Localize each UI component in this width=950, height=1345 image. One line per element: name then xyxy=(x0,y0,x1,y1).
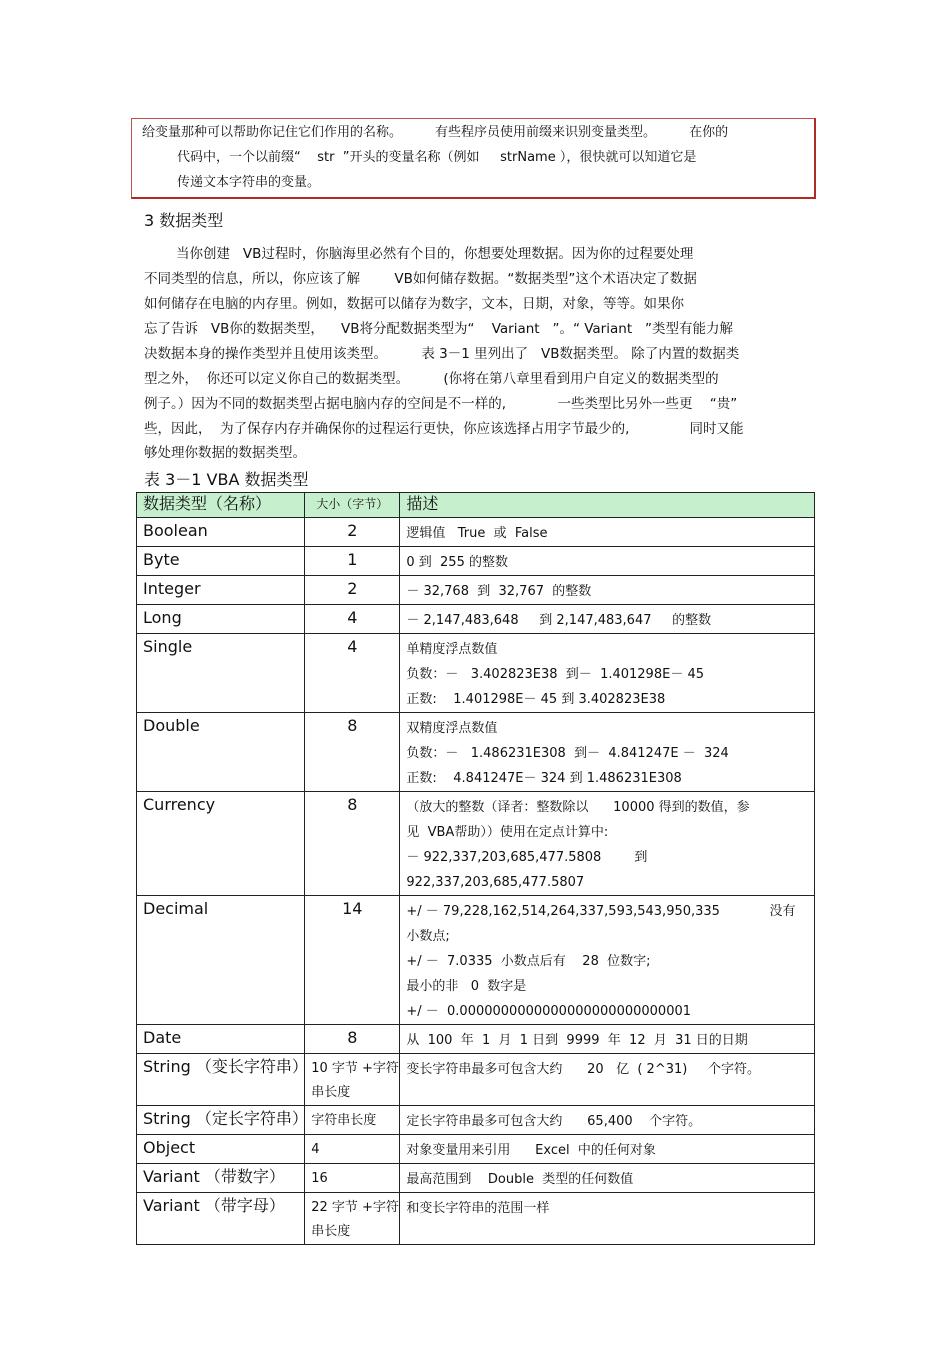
type-name-cell: String （定长字符串） xyxy=(137,1106,305,1135)
type-description-cell xyxy=(400,1135,815,1164)
description-line: － 2,147,483,648 到 2,147,483,647 的整数 xyxy=(406,613,712,628)
table-row xyxy=(137,576,815,605)
type-description-cell xyxy=(400,713,815,792)
data-types-table xyxy=(136,492,815,1245)
type-name-cell: Single xyxy=(137,634,305,713)
type-size-cell: 字符串长度 xyxy=(305,1106,400,1135)
paragraph-line: 例子。）因为不同的数据类型占据电脑内存的空间是不一样的, 一些类型比另外一些更 “贵” xyxy=(144,396,738,412)
description-line: 和变长字符串的范围一样 xyxy=(406,1201,550,1216)
paragraph-line: 如何储存在电脑的内存里。例如，数据可以储存为数字，文本，日期，对象，等等。如果你 xyxy=(144,296,684,312)
table-row xyxy=(137,1054,815,1106)
table-row xyxy=(137,713,815,792)
description-line: 0 到 255 的整数 xyxy=(406,555,508,570)
type-description-cell xyxy=(400,634,815,713)
type-description-cell xyxy=(400,1164,815,1193)
table-row xyxy=(137,518,815,547)
tip-line-3: 传递文本字符串的变量。 xyxy=(177,175,321,190)
type-name-cell: Variant （带数字） xyxy=(137,1164,305,1193)
type-name-cell: Byte xyxy=(137,547,305,576)
type-name-cell: Integer xyxy=(137,576,305,605)
description-line: 最高范围到 Double 类型的任何数值 xyxy=(406,1172,634,1187)
table-caption: 表 3－1 VBA 数据类型 xyxy=(144,470,309,489)
type-description-cell xyxy=(400,1106,815,1135)
table-row xyxy=(137,896,815,1025)
tip-box xyxy=(131,118,816,199)
description-line: 逻辑值 True 或 False xyxy=(406,526,548,541)
table-row xyxy=(137,547,815,576)
type-size-cell: 8 xyxy=(305,792,400,896)
type-size-cell: 1 xyxy=(305,547,400,576)
section-heading: 3 数据类型 xyxy=(144,211,224,230)
type-description-cell xyxy=(400,1054,815,1106)
header-size: 大小（字节） xyxy=(305,493,400,518)
table-row xyxy=(137,1135,815,1164)
description-line: +/ － 7.0335 小数点后有 28 位数字; xyxy=(406,954,651,969)
type-size-cell: 14 xyxy=(305,896,400,1025)
description-line: 小数点; xyxy=(406,929,450,944)
type-size-cell: 8 xyxy=(305,713,400,792)
tip-line-2: 代码中，一个以前缀“ str ”开头的变量名称（例如 strName ），很快就可以知道它是 xyxy=(177,150,697,165)
description-line: （放大的整数（译者：整数除以 10000 得到的数值，参 xyxy=(406,800,750,815)
type-name-cell: Boolean xyxy=(137,518,305,547)
description-line: 正数: 1.401298E－ 45 到 3.402823E38 xyxy=(406,692,666,707)
type-description-cell xyxy=(400,1025,815,1054)
table-header-row xyxy=(137,493,815,518)
description-line: 从 100 年 1 月 1 日到 9999 年 12 月 31 日的日期 xyxy=(406,1033,748,1048)
type-name-cell: String （变长字符串） xyxy=(137,1054,305,1106)
description-line: － 32,768 到 32,767 的整数 xyxy=(406,584,592,599)
type-description-cell xyxy=(400,547,815,576)
paragraph-line: 不同类型的信息，所以，你应该了解 VB如何储存数据。“数据类型”这个术语决定了数据 xyxy=(144,271,697,287)
type-size-cell: 4 xyxy=(305,1135,400,1164)
description-line: +/ － 0.0000000000000000000000000001 xyxy=(406,1004,692,1019)
description-line: 正数: 4.841247E－ 324 到 1.486231E308 xyxy=(406,771,682,786)
table-row xyxy=(137,792,815,896)
type-description-cell xyxy=(400,896,815,1025)
description-line: 负数：－ 1.486231E308 到－ 4.841247E － 324 xyxy=(406,746,729,761)
type-name-cell: Decimal xyxy=(137,896,305,1025)
header-description: 描述 xyxy=(400,493,815,518)
paragraph-line: 型之外， 你还可以定义你自己的数据类型。 (你将在第八章里看到用户自定义的数据类型的 xyxy=(144,371,719,387)
description-line: 变长字符串最多可包含大约 20 亿 ( 2^31) 个字符。 xyxy=(406,1062,761,1077)
type-name-cell: Date xyxy=(137,1025,305,1054)
description-line: 922,337,203,685,477.5807 xyxy=(406,875,585,890)
table-row xyxy=(137,1025,815,1054)
paragraph-line: 些，因此， 为了保存内存并确保你的过程运行更快，你应该选择占用字节最少的, 同时又能 xyxy=(144,421,744,437)
type-size-cell: 8 xyxy=(305,1025,400,1054)
header-type-name: 数据类型（名称） xyxy=(137,493,305,518)
type-description-cell xyxy=(400,1193,815,1245)
paragraph-line: 决数据本身的操作类型并且使用该类型。 表 3－1 里列出了 VB数据类型。 除了内置的数据类 xyxy=(144,346,740,362)
description-line: － 922,337,203,685,477.5808 到 xyxy=(406,850,648,865)
table-row xyxy=(137,1106,815,1135)
type-description-cell xyxy=(400,605,815,634)
paragraph-line: 忘了告诉 VB你的数据类型， VB将分配数据类型为“ Variant ”。“ Variant ”类型有能力解 xyxy=(144,321,733,337)
description-line: +/ － 79,228,162,514,264,337,593,543,950,335 没有 xyxy=(406,904,796,919)
description-line: 定长字符串最多可包含大约 65,400 个字符。 xyxy=(406,1114,702,1129)
type-size-cell: 4 xyxy=(305,605,400,634)
description-line: 单精度浮点数值 xyxy=(406,642,498,657)
type-name-cell: Variant （带字母） xyxy=(137,1193,305,1245)
tip-line-1: 给变量那种可以帮助你记住它们作用的名称。 有些程序员使用前缀来识别变量类型。 在你的 xyxy=(142,125,729,140)
type-description-cell xyxy=(400,792,815,896)
type-description-cell xyxy=(400,518,815,547)
paragraph-line: 当你创建 VB过程时，你脑海里必然有个目的，你想要处理数据。因为你的过程要处理 xyxy=(176,246,694,262)
table-row xyxy=(137,1164,815,1193)
type-name-cell: Currency xyxy=(137,792,305,896)
type-size-cell: 10 字节 +字符串长度 xyxy=(305,1054,400,1106)
type-size-cell: 4 xyxy=(305,634,400,713)
type-size-cell: 22 字节 +字符串长度 xyxy=(305,1193,400,1245)
type-description-cell xyxy=(400,576,815,605)
description-line: 负数：－ 3.402823E38 到－ 1.401298E－ 45 xyxy=(406,667,704,682)
description-line: 双精度浮点数值 xyxy=(406,721,498,736)
type-name-cell: Object xyxy=(137,1135,305,1164)
paragraph-line: 够处理你数据的数据类型。 xyxy=(144,445,306,461)
table-row xyxy=(137,1193,815,1245)
type-name-cell: Double xyxy=(137,713,305,792)
type-size-cell: 2 xyxy=(305,576,400,605)
description-line: 见 VBA帮助））使用在定点计算中: xyxy=(406,825,609,840)
type-size-cell: 16 xyxy=(305,1164,400,1193)
type-size-cell: 2 xyxy=(305,518,400,547)
table-row xyxy=(137,634,815,713)
table-row xyxy=(137,605,815,634)
type-name-cell: Long xyxy=(137,605,305,634)
description-line: 对象变量用来引用 Excel 中的任何对象 xyxy=(406,1143,656,1158)
description-line: 最小的非 0 数字是 xyxy=(406,979,527,994)
